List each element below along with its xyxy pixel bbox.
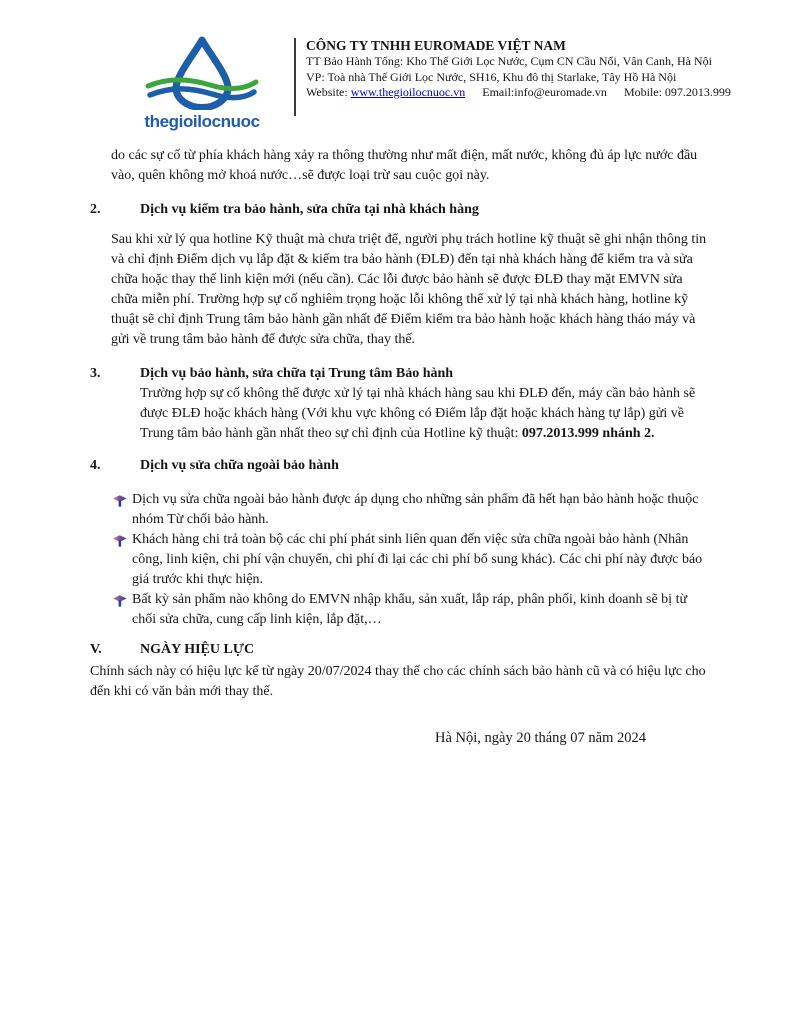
letterhead [0, 0, 788, 132]
company-name: CÔNG TY TNHH EUROMADE VIỆT NAM [306, 38, 566, 53]
signature-date-line: Hà Nội, ngày 20 tháng 07 năm 2024 [435, 730, 647, 746]
section-3-number: 3. [90, 366, 101, 381]
section-3-title: Dịch vụ bảo hành, sửa chữa tại Trung tâm Bảo hành [140, 366, 454, 381]
section-4-title: Dịch vụ sửa chữa ngoài bảo hành [140, 458, 339, 473]
company-address-line2: VP: Toà nhà Thế Giới Lọc Nước, SH16, Khu đô thị Starlake, Tây Hồ Hà Nội [306, 69, 677, 84]
section-v-number: V. [90, 642, 102, 657]
company-logo [128, 34, 276, 132]
intro-continuation-paragraph: do các sự cố từ phía khách hàng xảy ra thông thường như mất điện, mất nước, không đủ áp lực nước đầu vào, quên không mở khoá nước…sẽ được loại trừ sau cuộc gọi này. [111, 148, 698, 183]
section-v-paragraph: Chính sách này có hiệu lực kể từ ngày 20/07/2024 thay thế cho các chính sách bảo hành cũ và có hiệu lực cho đến khi có văn bản mới thay thế. [90, 664, 706, 699]
section-v-heading [90, 640, 710, 660]
list-item [113, 490, 710, 530]
section-3 [90, 364, 710, 444]
arrow-bullet-icon [113, 534, 127, 547]
arrow-bullet-icon [113, 594, 127, 607]
document-body [90, 146, 710, 748]
company-info-block [306, 34, 731, 101]
section-3-paragraph [140, 384, 710, 444]
hotline-number-bold: 097.2013.999 nhánh 2. [521, 426, 655, 441]
section-2-heading [90, 200, 710, 220]
email-text: Email:info@euromade.vn [482, 85, 607, 99]
water-drop-icon [142, 34, 262, 110]
section-4-heading [90, 456, 710, 476]
website-link[interactable]: www.thegioilocnuoc.vn [350, 85, 466, 99]
header-divider [294, 38, 296, 116]
section-3-text: Trường hợp sự cố không thể được xử lý tại nhà khách hàng sau khi ĐLĐ đến, máy cần bảo hành sẽ được ĐLĐ hoặc khách hàng (Với khu vực không có Điểm lắp đặt hoặc khách hàng tự lắp) gửi về Trung tâm bảo hành gần nhất theo sự chỉ định của Hotline kỹ thuật: [140, 386, 696, 441]
section-4-bullet-list [90, 490, 710, 630]
mobile-text: Mobile: 097.2013.999 [623, 85, 731, 99]
section-2-paragraph: Sau khi xử lý qua hotline Kỹ thuật mà chưa triệt để, người phụ trách hotline kỹ thuật sẽ ghi nhận thông tin và chỉ định Điểm dịch vụ lắp đặt & kiểm tra bảo hành (ĐLĐ) đến tại nhà khách hàng để kiểm tra và sửa chữa hoặc thay thế linh kiện mới (nếu cần). Các lỗi được bảo hành sẽ được ĐLĐ thay mặt EMVN sửa chữa miễn phí. Trường hợp sự cố nghiêm trọng hoặc lỗi không thể xử lý tại nhà khách hàng, hotline kỹ thuật sẽ chỉ định Trung tâm bảo hành gần nhất để Điểm kiểm tra bảo hành hoặc khách hàng tháo máy và gửi về trung tâm bảo hành để được sửa chữa, thay thế. [111, 232, 707, 347]
company-address-line1: TT Bảo Hành Tổng: Kho Thế Giới Lọc Nước, Cụm CN Cầu Nổi, Vân Canh, Hà Nội [306, 54, 712, 68]
website-label: Website: [306, 85, 348, 99]
company-contact-line [306, 85, 731, 101]
section-2-number: 2. [90, 202, 101, 217]
list-item [113, 590, 710, 630]
arrow-bullet-icon [113, 494, 127, 507]
section-2-title: Dịch vụ kiểm tra bảo hành, sửa chữa tại nhà khách hàng [140, 202, 479, 217]
bullet-text: Khách hàng chi trả toàn bộ các chi phí phát sinh liên quan đến việc sửa chữa ngoài bảo hành (Nhân công, linh kiện, chi phí vận chuyển, chi phí đi lại các chi phí bổ sung khác). Các chi phí này được báo giá trước khi thực hiện. [132, 532, 703, 587]
bullet-text: Bất kỳ sản phẩm nào không do EMVN nhập khẩu, sản xuất, lắp ráp, phân phối, kinh doanh sẽ bị từ chối sửa chữa, cung cấp linh kiện, lắp đặt,… [132, 592, 688, 627]
section-4-number: 4. [90, 458, 101, 473]
list-item [113, 530, 710, 590]
logo-wordmark: thegioilocnuoc [144, 112, 260, 131]
section-v-title: NGÀY HIỆU LỰC [140, 642, 255, 657]
bullet-text: Dịch vụ sửa chữa ngoài bảo hành được áp dụng cho những sản phẩm đã hết hạn bảo hành hoặc thuộc nhóm Từ chối bảo hành. [132, 492, 699, 527]
section-3-content [140, 364, 710, 444]
